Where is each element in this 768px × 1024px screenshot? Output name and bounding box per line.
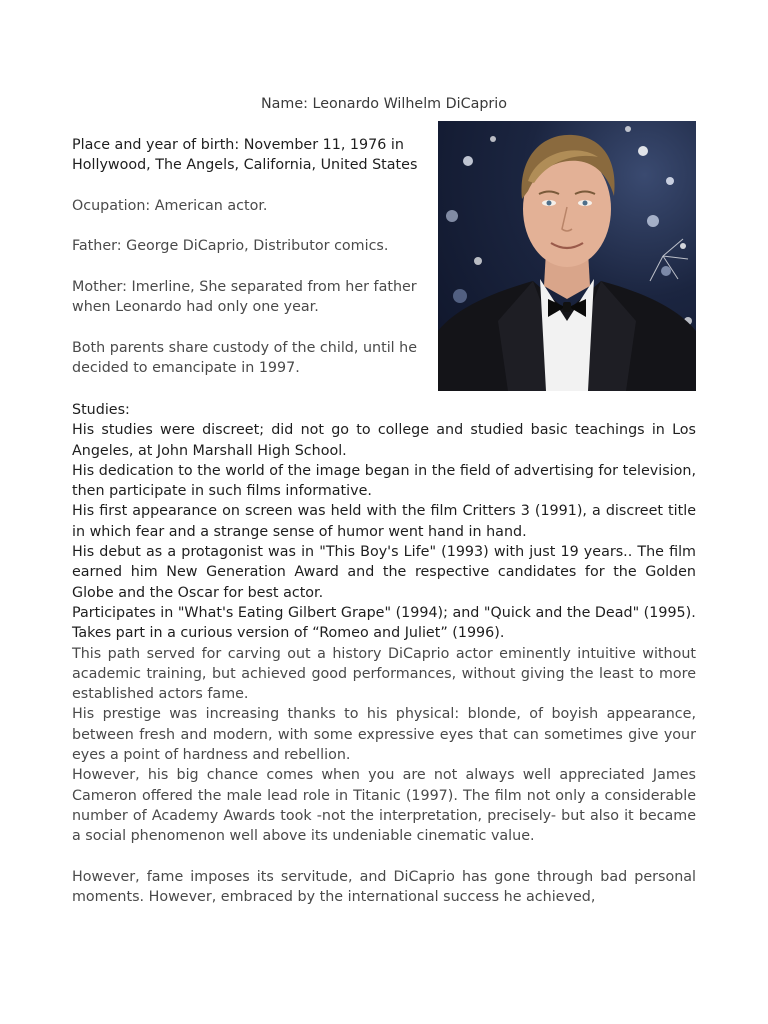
portrait-illustration [438,121,696,391]
occupation-line: Ocupation: American actor. [72,197,268,214]
custody-line-1: Both parents share custody of the child, until he [72,339,418,356]
paragraph-titanic: However, his big chance comes when you are not always well appreciated James Cameron offered the male lead role in Titanic (1997). The film not only a considerable number of Academy Awards took -not the interpretation, precisely- but also it became a social phenomenon well above its undeniable cinematic value. [72,767,696,845]
portrait-photo [438,121,696,391]
custody-line-2: decided to emancipate in 1997. [72,360,300,377]
father-info [72,236,442,256]
paragraph-romeo-juliet: Takes part in a curious version of “Romeo and Juliet” (1996). [72,625,505,642]
page-title: Name: Leonardo Wilhelm DiCaprio [260,96,508,112]
mother-line-1: Mother: Imerline, She separated from her father [72,279,417,296]
paragraph-advertising: His dedication to the world of the image began in the field of advertising for television, then participate in such films informative. [72,462,696,500]
paragraph-prestige: His prestige was increasing thanks to his physical: blonde, of boyish appearance, between fresh and modern, with some expressive eyes that can sometimes give your eyes a point of hardness and rebellion. [72,706,696,764]
studies-heading: Studies: [72,402,130,418]
paragraph-studies: His studies were discreet; did not go to college and studied basic teachings in Los Angeles, at John Marshall High School. [72,422,696,459]
occupation-info [72,196,442,216]
paragraph-debut: His debut as a protagonist was in "This Boy's Life" (1993) with just 19 years.. The film earned him New Generation Award and the respective candidates for the Golden Globe and the Oscar for best actor. [72,544,696,601]
paragraph-career-path: This path served for carving out a history DiCaprio actor eminently intuitive without academic training, but achieved good performances, without giving the least to more established actors fame. [72,645,696,703]
paragraph-first-appearance: His first appearance on screen was held with the film Critters 3 (1991), a discreet title in which fear and a strange sense of humor went hand in hand. [72,503,696,540]
father-line: Father: George DiCaprio, Distributor comics. [72,238,389,255]
intro-section [72,135,442,399]
mother-info [72,277,442,318]
paragraph-fame: However, fame imposes its servitude, and DiCaprio has gone through bad personal moments. However, embraced by the international success he achieved, [72,868,696,906]
birth-info [72,135,442,176]
custody-info [72,338,442,379]
birth-info-line-2: Hollywood, The Angels, California, United States [72,157,418,174]
mother-line-2: when Leonardo had only one year. [72,299,319,316]
birth-info-line-1: Place and year of birth: November 11, 1976 in [72,137,404,153]
paragraph-gilbert-grape: Participates in "What's Eating Gilbert Grape" (1994); and "Quick and the Dead" (1995). [72,604,696,621]
biography-body [72,400,696,907]
